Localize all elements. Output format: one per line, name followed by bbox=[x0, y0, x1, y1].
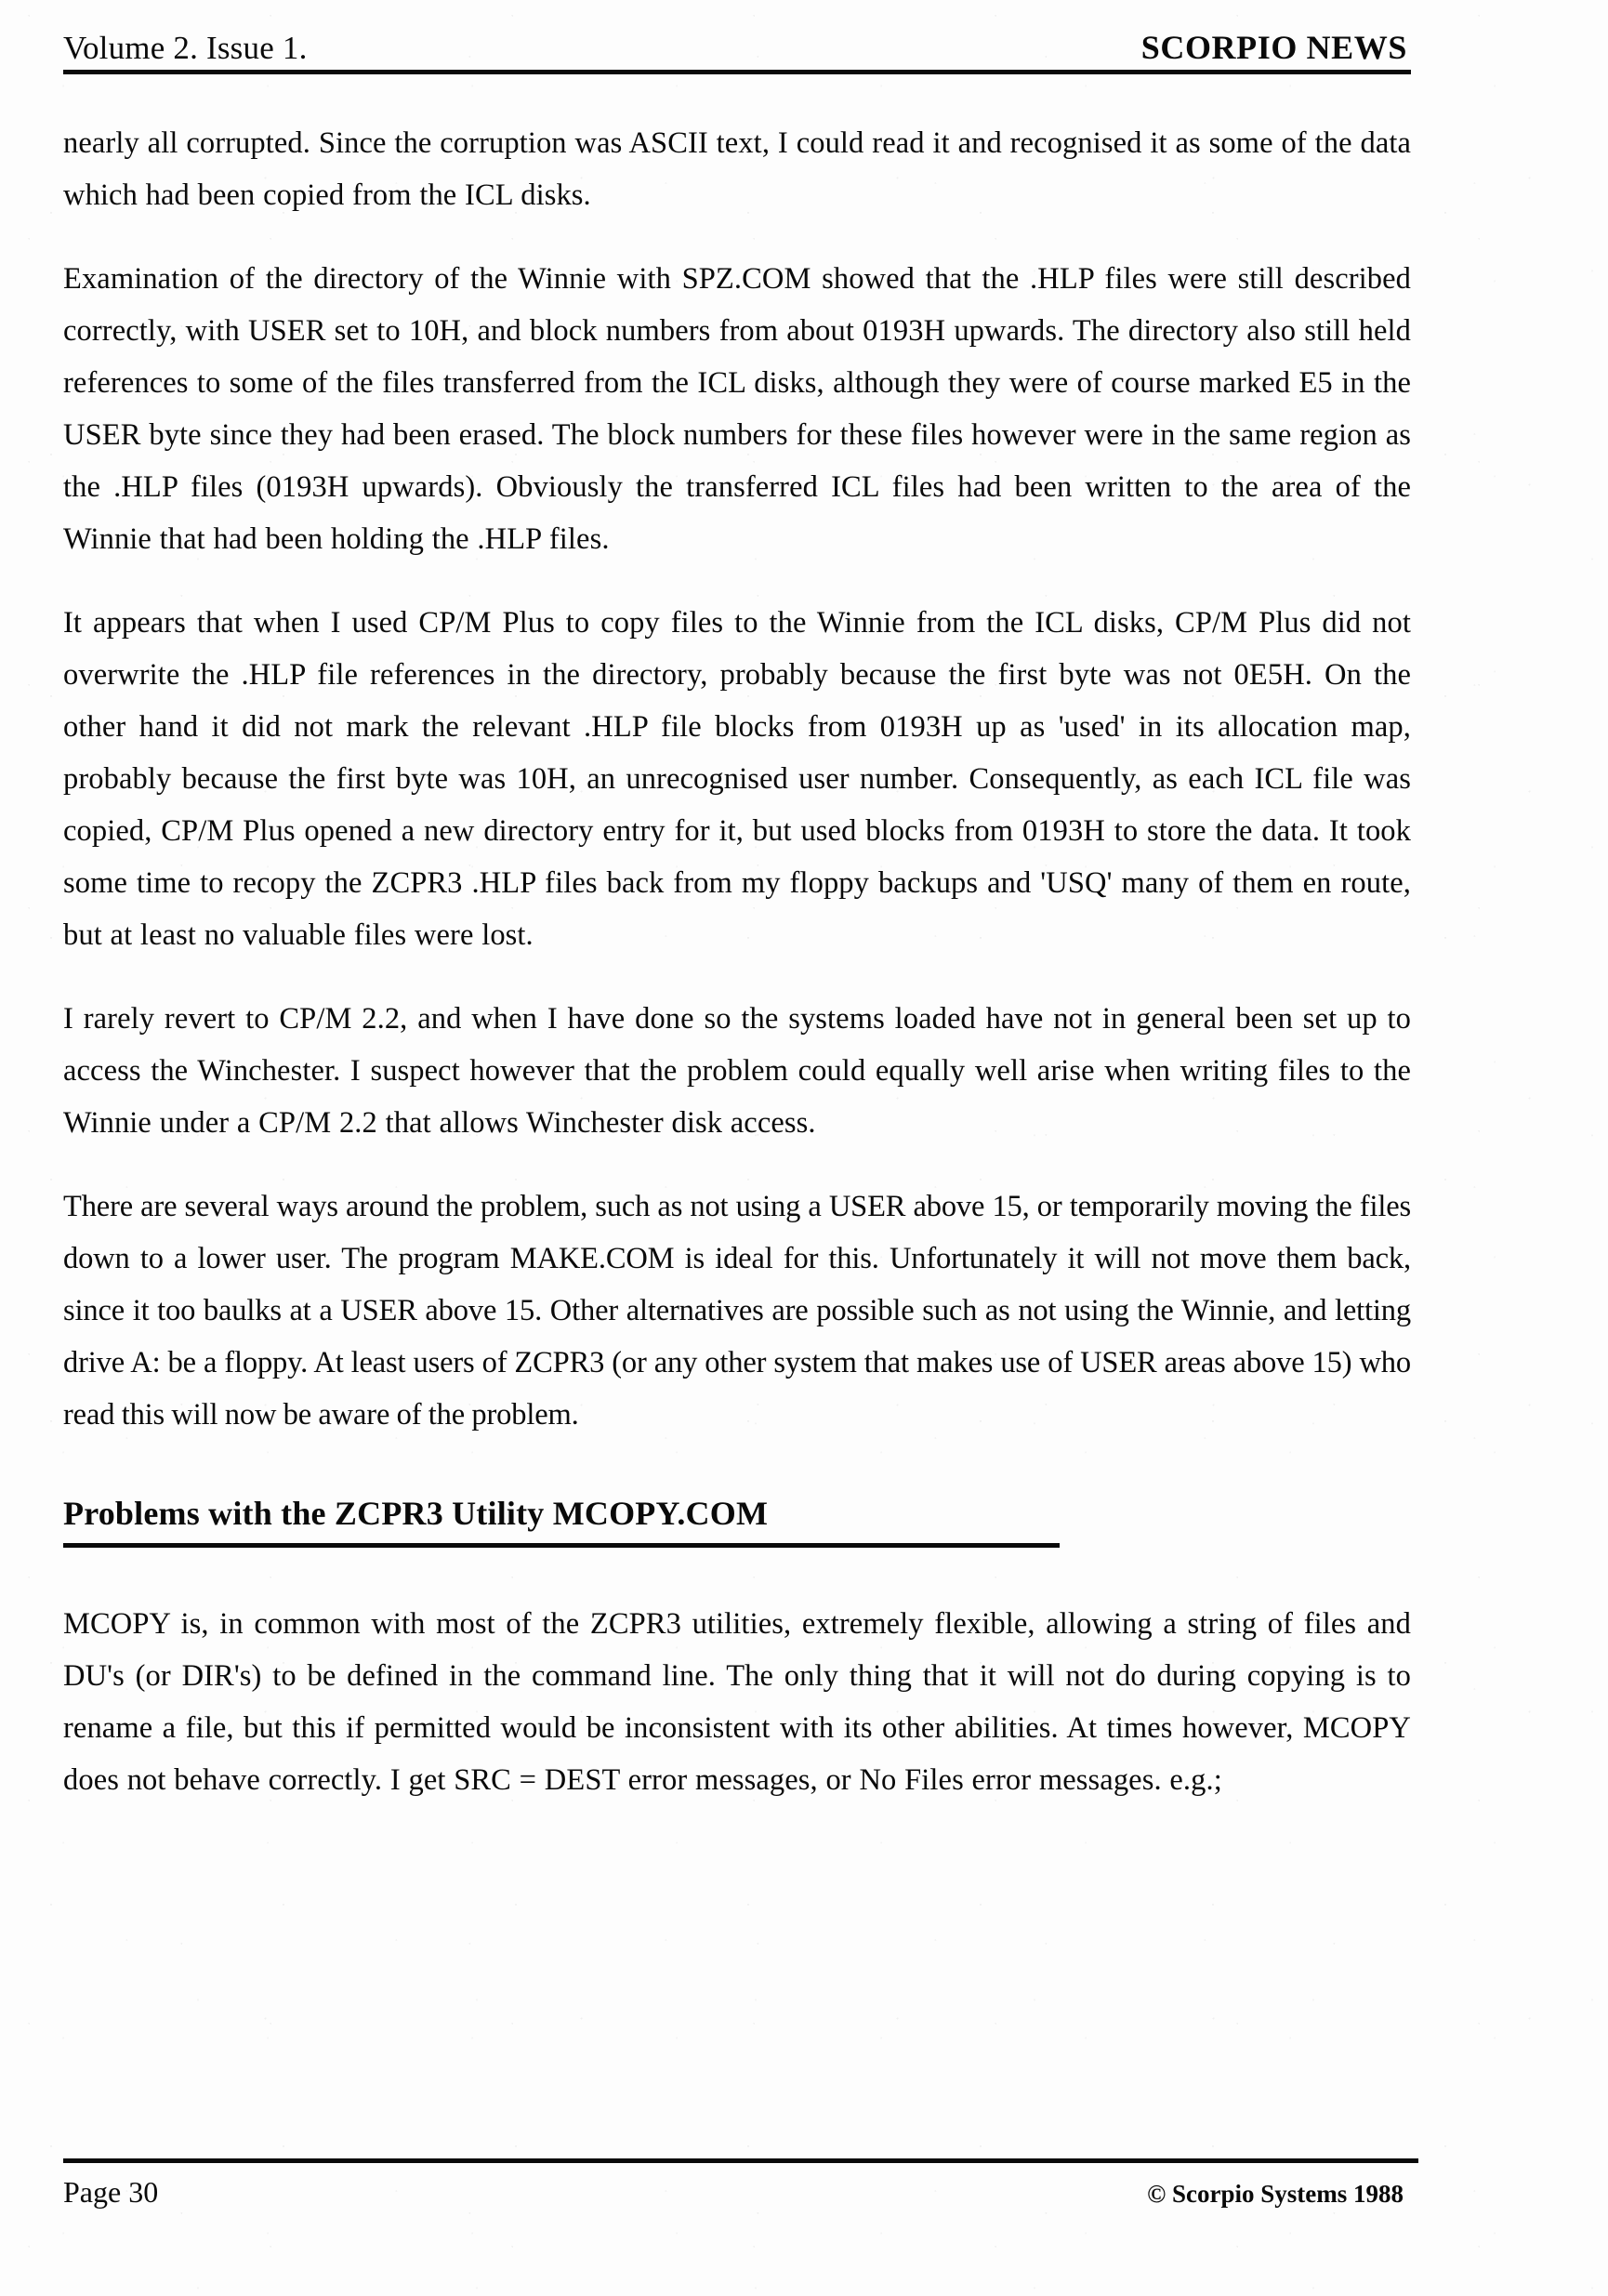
copyright-notice: © Scorpio Systems 1988 bbox=[1147, 2180, 1404, 2208]
header-divider-rule bbox=[63, 70, 1411, 74]
newsletter-title: SCORPIO NEWS bbox=[1140, 29, 1407, 66]
article-body bbox=[63, 117, 1411, 1806]
section-heading: Problems with the ZCPR3 Utility MCOPY.COM bbox=[63, 1495, 769, 1532]
footer-divider-rule bbox=[63, 2158, 1418, 2163]
volume-issue-label: Volume 2. Issue 1. bbox=[63, 30, 308, 66]
page-footer bbox=[63, 2175, 1411, 2210]
paragraph: There are several ways around the problem, such as not using a USER above 15, or temporarily moving the files down to a lower user. The program MAKE.COM is ideal for this. Unfortunately it will not move them back, since it too baulks at a USER above 15. Other alternatives are possible such as not using the Winnie, and letting drive A: be a floppy. At least users of ZCPR3 (or any other system that makes use of USER areas above 15) who read this will now be aware of the problem. bbox=[63, 1190, 1411, 1432]
paragraph: It appears that when I used CP/M Plus to copy files to the Winnie from the ICL disks, CP/M Plus did not overwrite the .HLP file references in the directory, probably because the first byte was not 0E5H. On the other hand it did not mark the relevant .HLP file blocks from 0193H up as 'used' in its allocation map, probably because the first byte was 10H, an unrecognised user number. Consequently, as each ICL file was copied, CP/M Plus opened a new directory entry for it, but used blocks from 0193H to store the data. It took some time to recopy the ZCPR3 .HLP files back from my floppy backups and 'USQ' many of them en route, but at least no valuable files were lost. bbox=[63, 606, 1411, 952]
paragraph: nearly all corrupted. Since the corruption was ASCII text, I could read it and recognised it as some of the data which had been copied from the ICL disks. bbox=[63, 126, 1411, 212]
paragraph: MCOPY is, in common with most of the ZCPR3 utilities, extremely flexible, allowing a string of files and DU's (or DIR's) to be defined in the command line. The only thing that it will not do during copying is to rename a file, but this if permitted would be inconsistent with its other abilities. At times however, MCOPY does not behave correctly. I get SRC = DEST error messages, or No Files error messages. e.g.; bbox=[63, 1607, 1411, 1797]
header-row bbox=[63, 28, 1411, 67]
page-number: Page 30 bbox=[63, 2175, 159, 2209]
section-heading-underline-rule bbox=[63, 1543, 1060, 1548]
paragraph: Examination of the directory of the Winnie with SPZ.COM showed that the .HLP files were still described correctly, with USER set to 10H, and block numbers from about 0193H upwards. The directory also still held references to some of the files transferred from the ICL disks, although they were of course marked E5 in the USER byte since they had been erased. The block numbers for these files however were in the same region as the .HLP files (0193H upwards). Obviously the transferred ICL files had been written to the area of the Winnie that had been holding the .HLP files. bbox=[63, 262, 1411, 556]
paragraph: I rarely revert to CP/M 2.2, and when I have done so the systems loaded have not in general been set up to access the Winchester. I suspect however that the problem could equally well arise when writing files to the Winnie under a CP/M 2.2 that allows Winchester disk access. bbox=[63, 1002, 1411, 1140]
page-content bbox=[63, 0, 1411, 2296]
